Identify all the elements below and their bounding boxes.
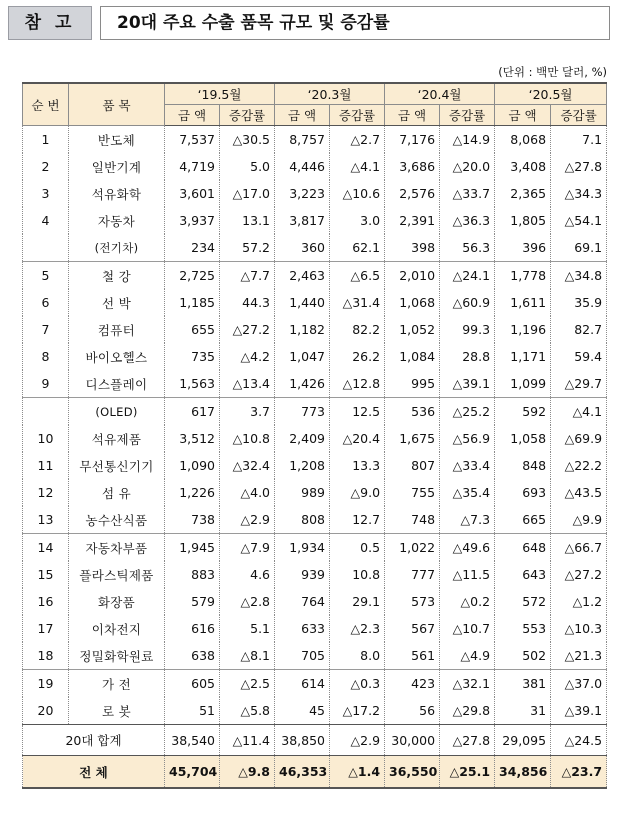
reference-tag: 참 고: [8, 6, 92, 40]
amount-cell: 7,176: [385, 126, 440, 154]
rate-cell: △27.8: [551, 153, 607, 180]
unit-note: (단위 : 백만 달러, %): [498, 65, 607, 79]
amount-cell: 764: [275, 588, 330, 615]
rank-cell: 3: [23, 180, 69, 207]
amount-cell: 567: [385, 615, 440, 642]
amount-cell: 423: [385, 670, 440, 698]
amount-cell: 939: [275, 561, 330, 588]
rate-cell: △2.3: [330, 615, 385, 642]
amount-cell: 31: [495, 697, 551, 725]
amount-cell: 1,426: [275, 370, 330, 398]
rate-cell: △32.4: [220, 452, 275, 479]
rate-cell: △9.9: [551, 506, 607, 534]
amount-cell: 398: [385, 234, 440, 262]
amount-cell: 614: [275, 670, 330, 698]
header-rank: 순 번: [23, 83, 69, 126]
amount-cell: 2,576: [385, 180, 440, 207]
item-name-cell: 정밀화학원료: [69, 642, 165, 670]
table-row: [23, 234, 607, 262]
rate-cell: △0.2: [440, 588, 495, 615]
rate-cell: △2.9: [220, 506, 275, 534]
rank-cell: 6: [23, 289, 69, 316]
rate-cell: △43.5: [551, 479, 607, 506]
amount-cell: 773: [275, 398, 330, 426]
amount-cell: 2,409: [275, 425, 330, 452]
grand-total-row: [23, 756, 607, 789]
rank-cell: [23, 398, 69, 426]
rate-cell: △0.3: [330, 670, 385, 698]
header-period: ‘20.5월: [495, 83, 607, 105]
amount-cell: 36,550: [385, 756, 440, 789]
rate-cell: △20.4: [330, 425, 385, 452]
table-row: [23, 506, 607, 534]
header-amount: 금 액: [495, 105, 551, 126]
amount-cell: 807: [385, 452, 440, 479]
rank-cell: 12: [23, 479, 69, 506]
item-name-cell: 자동차: [69, 207, 165, 234]
rank-cell: 4: [23, 207, 69, 234]
rate-cell: △34.3: [551, 180, 607, 207]
rate-cell: △11.5: [440, 561, 495, 588]
item-name-cell: (OLED): [69, 398, 165, 426]
amount-cell: 2,010: [385, 262, 440, 290]
rate-cell: △54.1: [551, 207, 607, 234]
rate-cell: △25.1: [440, 756, 495, 789]
amount-cell: 536: [385, 398, 440, 426]
header-amount: 금 액: [165, 105, 220, 126]
amount-cell: 848: [495, 452, 551, 479]
grand-total-label: 전 체: [23, 756, 165, 789]
amount-cell: 572: [495, 588, 551, 615]
rate-cell: 57.2: [220, 234, 275, 262]
rate-cell: 12.7: [330, 506, 385, 534]
item-name-cell: 자동차부품: [69, 534, 165, 562]
table-row: [23, 615, 607, 642]
rate-cell: 59.4: [551, 343, 607, 370]
rate-cell: 28.8: [440, 343, 495, 370]
amount-cell: 34,856: [495, 756, 551, 789]
table-row: [23, 126, 607, 154]
rate-cell: 5.0: [220, 153, 275, 180]
table-row: [23, 398, 607, 426]
amount-cell: 51: [165, 697, 220, 725]
header-rate: 증감률: [551, 105, 607, 126]
header-period: ‘19.5월: [165, 83, 275, 105]
rate-cell: △35.4: [440, 479, 495, 506]
item-name-cell: 컴퓨터: [69, 316, 165, 343]
rank-cell: 14: [23, 534, 69, 562]
amount-cell: 396: [495, 234, 551, 262]
rate-cell: 82.7: [551, 316, 607, 343]
rate-cell: △8.1: [220, 642, 275, 670]
amount-cell: 1,196: [495, 316, 551, 343]
rate-cell: △25.2: [440, 398, 495, 426]
rate-cell: △32.1: [440, 670, 495, 698]
header-item: 품 목: [69, 83, 165, 126]
rate-cell: 10.8: [330, 561, 385, 588]
header-amount: 금 액: [275, 105, 330, 126]
rank-cell: 18: [23, 642, 69, 670]
rank-cell: 19: [23, 670, 69, 698]
amount-cell: 3,817: [275, 207, 330, 234]
item-name-cell: 일반기계: [69, 153, 165, 180]
rate-cell: △4.1: [551, 398, 607, 426]
rate-cell: 5.1: [220, 615, 275, 642]
header-rate: 증감률: [330, 105, 385, 126]
amount-cell: 1,945: [165, 534, 220, 562]
amount-cell: 1,778: [495, 262, 551, 290]
item-name-cell: 디스플레이: [69, 370, 165, 398]
rate-cell: 69.1: [551, 234, 607, 262]
rank-cell: 16: [23, 588, 69, 615]
amount-cell: 1,934: [275, 534, 330, 562]
table-row: [23, 316, 607, 343]
table-row: [23, 153, 607, 180]
rate-cell: △10.3: [551, 615, 607, 642]
rank-cell: 1: [23, 126, 69, 154]
item-name-cell: 석유화학: [69, 180, 165, 207]
rate-cell: △27.8: [440, 725, 495, 756]
table-row: [23, 479, 607, 506]
amount-cell: 1,022: [385, 534, 440, 562]
amount-cell: 1,675: [385, 425, 440, 452]
amount-cell: 38,850: [275, 725, 330, 756]
table-row: [23, 180, 607, 207]
amount-cell: 638: [165, 642, 220, 670]
item-name-cell: 무선통신기기: [69, 452, 165, 479]
amount-cell: 633: [275, 615, 330, 642]
amount-cell: 8,757: [275, 126, 330, 154]
amount-cell: 592: [495, 398, 551, 426]
rate-cell: △23.7: [551, 756, 607, 789]
amount-cell: 1,052: [385, 316, 440, 343]
rate-cell: △5.8: [220, 697, 275, 725]
item-name-cell: (전기차): [69, 234, 165, 262]
amount-cell: 1,084: [385, 343, 440, 370]
amount-cell: 45,704: [165, 756, 220, 789]
header-rate: 증감률: [220, 105, 275, 126]
rate-cell: △39.1: [440, 370, 495, 398]
rate-cell: △4.9: [440, 642, 495, 670]
table-row: [23, 207, 607, 234]
amount-cell: 7,537: [165, 126, 220, 154]
rate-cell: △29.7: [551, 370, 607, 398]
rate-cell: △21.3: [551, 642, 607, 670]
amount-cell: 3,512: [165, 425, 220, 452]
amount-cell: 8,068: [495, 126, 551, 154]
header: [8, 6, 610, 40]
rate-cell: △4.1: [330, 153, 385, 180]
amount-cell: 2,463: [275, 262, 330, 290]
rank-cell: [23, 234, 69, 262]
amount-cell: 2,725: [165, 262, 220, 290]
item-name-cell: 섬 유: [69, 479, 165, 506]
rate-cell: △12.8: [330, 370, 385, 398]
amount-cell: 1,068: [385, 289, 440, 316]
rate-cell: △4.2: [220, 343, 275, 370]
rank-cell: 9: [23, 370, 69, 398]
amount-cell: 1,090: [165, 452, 220, 479]
rate-cell: △2.5: [220, 670, 275, 698]
item-name-cell: 농수산식품: [69, 506, 165, 534]
amount-cell: 665: [495, 506, 551, 534]
amount-cell: 45: [275, 697, 330, 725]
item-name-cell: 선 박: [69, 289, 165, 316]
rate-cell: △20.0: [440, 153, 495, 180]
rate-cell: △33.4: [440, 452, 495, 479]
amount-cell: 705: [275, 642, 330, 670]
amount-cell: 808: [275, 506, 330, 534]
rate-cell: △27.2: [551, 561, 607, 588]
rate-cell: 8.0: [330, 642, 385, 670]
table-row: [23, 670, 607, 698]
amount-cell: 883: [165, 561, 220, 588]
rate-cell: 26.2: [330, 343, 385, 370]
item-name-cell: 로 봇: [69, 697, 165, 725]
rate-cell: △13.4: [220, 370, 275, 398]
amount-cell: 579: [165, 588, 220, 615]
rate-cell: △29.8: [440, 697, 495, 725]
amount-cell: 617: [165, 398, 220, 426]
amount-cell: 648: [495, 534, 551, 562]
rate-cell: 44.3: [220, 289, 275, 316]
rate-cell: 0.5: [330, 534, 385, 562]
rate-cell: △56.9: [440, 425, 495, 452]
rate-cell: △37.0: [551, 670, 607, 698]
amount-cell: 553: [495, 615, 551, 642]
amount-cell: 1,611: [495, 289, 551, 316]
rate-cell: △2.9: [330, 725, 385, 756]
amount-cell: 30,000: [385, 725, 440, 756]
table-row: [23, 452, 607, 479]
item-name-cell: 이차전지: [69, 615, 165, 642]
amount-cell: 2,391: [385, 207, 440, 234]
rate-cell: 82.2: [330, 316, 385, 343]
rate-cell: △17.0: [220, 180, 275, 207]
rate-cell: △7.3: [440, 506, 495, 534]
amount-cell: 2,365: [495, 180, 551, 207]
rate-cell: 29.1: [330, 588, 385, 615]
rate-cell: △33.7: [440, 180, 495, 207]
header-rate: 증감률: [440, 105, 495, 126]
rate-cell: △11.4: [220, 725, 275, 756]
amount-cell: 1,563: [165, 370, 220, 398]
amount-cell: 735: [165, 343, 220, 370]
rate-cell: △10.6: [330, 180, 385, 207]
table-row: [23, 289, 607, 316]
amount-cell: 616: [165, 615, 220, 642]
rate-cell: △24.5: [551, 725, 607, 756]
amount-cell: 605: [165, 670, 220, 698]
table-row: [23, 642, 607, 670]
item-name-cell: 화장품: [69, 588, 165, 615]
table-body: [23, 126, 607, 789]
table-row: [23, 425, 607, 452]
amount-cell: 693: [495, 479, 551, 506]
rank-cell: 20: [23, 697, 69, 725]
amount-cell: 1,182: [275, 316, 330, 343]
rate-cell: △14.9: [440, 126, 495, 154]
rate-cell: △7.9: [220, 534, 275, 562]
item-name-cell: 바이오헬스: [69, 343, 165, 370]
amount-cell: 38,540: [165, 725, 220, 756]
item-name-cell: 석유제품: [69, 425, 165, 452]
table-row: [23, 588, 607, 615]
amount-cell: 1,047: [275, 343, 330, 370]
rate-cell: △10.7: [440, 615, 495, 642]
rate-cell: △1.4: [330, 756, 385, 789]
rate-cell: 4.6: [220, 561, 275, 588]
header-amount: 금 액: [385, 105, 440, 126]
rate-cell: 7.1: [551, 126, 607, 154]
rate-cell: △9.0: [330, 479, 385, 506]
rank-cell: 7: [23, 316, 69, 343]
amount-cell: 989: [275, 479, 330, 506]
rate-cell: △34.8: [551, 262, 607, 290]
table-row: [23, 262, 607, 290]
rate-cell: △17.2: [330, 697, 385, 725]
rate-cell: △9.8: [220, 756, 275, 789]
amount-cell: 3,601: [165, 180, 220, 207]
item-name-cell: 가 전: [69, 670, 165, 698]
rate-cell: △31.4: [330, 289, 385, 316]
rate-cell: △6.5: [330, 262, 385, 290]
rank-cell: 10: [23, 425, 69, 452]
rate-cell: 13.1: [220, 207, 275, 234]
rate-cell: △2.7: [330, 126, 385, 154]
rate-cell: △7.7: [220, 262, 275, 290]
amount-cell: 777: [385, 561, 440, 588]
amount-cell: 502: [495, 642, 551, 670]
item-name-cell: 반도체: [69, 126, 165, 154]
export-items-table: [22, 82, 607, 789]
rate-cell: 56.3: [440, 234, 495, 262]
rank-cell: 17: [23, 615, 69, 642]
rate-cell: △36.3: [440, 207, 495, 234]
rank-cell: 15: [23, 561, 69, 588]
amount-cell: 4,446: [275, 153, 330, 180]
table-row: [23, 561, 607, 588]
rate-cell: 3.0: [330, 207, 385, 234]
rate-cell: 3.7: [220, 398, 275, 426]
table-row: [23, 370, 607, 398]
amount-cell: 643: [495, 561, 551, 588]
rate-cell: △49.6: [440, 534, 495, 562]
amount-cell: 3,408: [495, 153, 551, 180]
rate-cell: △2.8: [220, 588, 275, 615]
amount-cell: 1,171: [495, 343, 551, 370]
rank-cell: 11: [23, 452, 69, 479]
rate-cell: △22.2: [551, 452, 607, 479]
rate-cell: △66.7: [551, 534, 607, 562]
item-name-cell: 플라스틱제품: [69, 561, 165, 588]
rate-cell: △1.2: [551, 588, 607, 615]
amount-cell: 29,095: [495, 725, 551, 756]
amount-cell: 360: [275, 234, 330, 262]
amount-cell: 56: [385, 697, 440, 725]
amount-cell: 995: [385, 370, 440, 398]
rate-cell: 99.3: [440, 316, 495, 343]
total-20-row: [23, 725, 607, 756]
amount-cell: 3,686: [385, 153, 440, 180]
amount-cell: 3,223: [275, 180, 330, 207]
amount-cell: 234: [165, 234, 220, 262]
amount-cell: 738: [165, 506, 220, 534]
rate-cell: 35.9: [551, 289, 607, 316]
amount-cell: 1,185: [165, 289, 220, 316]
table-row: [23, 697, 607, 725]
amount-cell: 1,058: [495, 425, 551, 452]
rate-cell: △60.9: [440, 289, 495, 316]
rate-cell: △39.1: [551, 697, 607, 725]
item-name-cell: 철 강: [69, 262, 165, 290]
amount-cell: 1,805: [495, 207, 551, 234]
amount-cell: 561: [385, 642, 440, 670]
rate-cell: 62.1: [330, 234, 385, 262]
rate-cell: △27.2: [220, 316, 275, 343]
rank-cell: 2: [23, 153, 69, 180]
rate-cell: △30.5: [220, 126, 275, 154]
rate-cell: 12.5: [330, 398, 385, 426]
amount-cell: 1,440: [275, 289, 330, 316]
header-period: ‘20.3월: [275, 83, 385, 105]
amount-cell: 755: [385, 479, 440, 506]
amount-cell: 3,937: [165, 207, 220, 234]
rank-cell: 13: [23, 506, 69, 534]
amount-cell: 1,099: [495, 370, 551, 398]
amount-cell: 381: [495, 670, 551, 698]
amount-cell: 4,719: [165, 153, 220, 180]
amount-cell: 748: [385, 506, 440, 534]
amount-cell: 46,353: [275, 756, 330, 789]
amount-cell: 1,208: [275, 452, 330, 479]
rate-cell: △4.0: [220, 479, 275, 506]
amount-cell: 655: [165, 316, 220, 343]
rate-cell: △24.1: [440, 262, 495, 290]
document-title: 20대 주요 수출 품목 규모 및 증감률: [100, 6, 610, 40]
header-period: ‘20.4월: [385, 83, 495, 105]
rate-cell: △10.8: [220, 425, 275, 452]
rate-cell: △69.9: [551, 425, 607, 452]
amount-cell: 573: [385, 588, 440, 615]
amount-cell: 1,226: [165, 479, 220, 506]
rate-cell: 13.3: [330, 452, 385, 479]
rank-cell: 5: [23, 262, 69, 290]
total-20-label: 20대 합계: [23, 725, 165, 756]
table-row: [23, 534, 607, 562]
table-row: [23, 343, 607, 370]
rank-cell: 8: [23, 343, 69, 370]
